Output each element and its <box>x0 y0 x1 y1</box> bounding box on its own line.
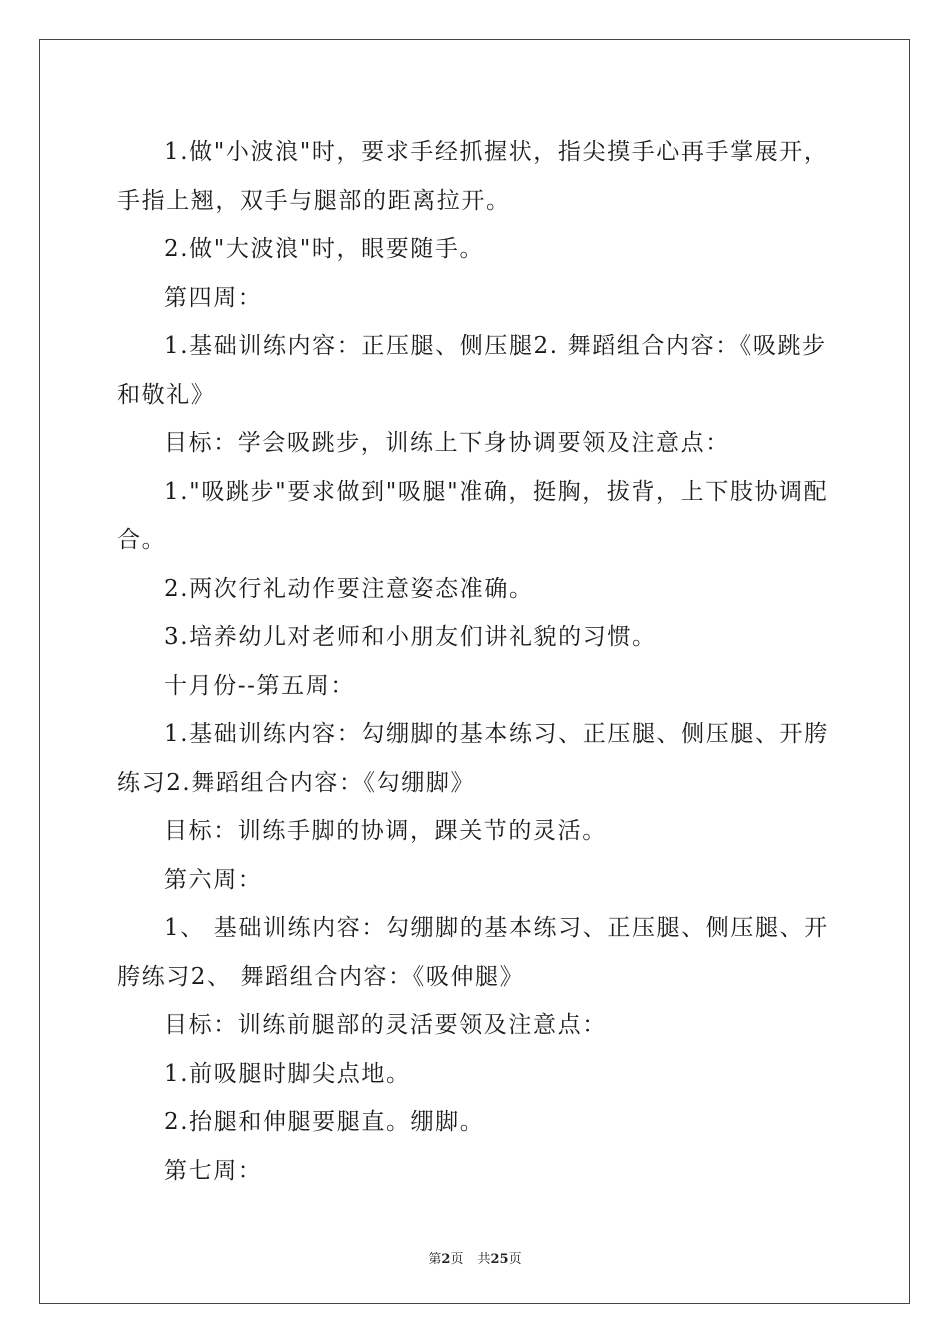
paragraph: 1.基础训练内容：勾绷脚的基本练习、正压腿、侧压腿、开胯练习2.舞蹈组合内容：《勾绷脚》 <box>117 721 829 796</box>
paragraph: 3.培养幼儿对老师和小朋友们讲礼貌的习惯。 <box>164 624 657 650</box>
paragraph: 1.前吸腿时脚尖点地。 <box>164 1060 411 1087</box>
paragraph: 2.抬腿和伸腿要腿直。绷脚。 <box>164 1109 485 1135</box>
page-number-prefix: 第 <box>428 1252 442 1267</box>
paragraph: 1.基础训练内容：正压腿、侧压腿2. 舞蹈组合内容：《吸跳步和敬礼》 <box>117 333 827 408</box>
paragraph: 目标：训练前腿部的灵活要领及注意点： <box>164 1012 607 1038</box>
paragraph: 第六周： <box>164 866 263 893</box>
paragraph: 1.做"小波浪"时，要求手经抓握状，指尖摸手心再手掌展开，手指上翘，双手与腿部的距离拉开。 <box>117 139 829 214</box>
paragraph: 目标：训练手脚的协调，踝关节的灵活。 <box>164 818 607 844</box>
paragraph: 第七周： <box>164 1157 263 1184</box>
document-body <box>117 128 837 1195</box>
paragraph: 1、 基础训练内容：勾绷脚的基本练习、正压腿、侧压腿、开胯练习2、 舞蹈组合内容：《吸伸腿》 <box>117 915 829 990</box>
paragraph: 目标：学会吸跳步，训练上下身协调要领及注意点： <box>164 430 730 456</box>
paragraph: 十月份--第五周： <box>164 672 355 699</box>
total-pages-number: 25 <box>490 1252 509 1267</box>
current-page-number: 2 <box>441 1252 451 1267</box>
paragraph: 第四周： <box>164 284 263 311</box>
paragraph: 1."吸跳步"要求做到"吸腿"准确，挺胸，拔背，上下肢协调配合。 <box>117 478 829 553</box>
total-pages-suffix: 页 <box>508 1252 522 1267</box>
total-pages-prefix: 共 <box>477 1252 491 1267</box>
page-footer <box>0 1248 950 1267</box>
page-number-suffix: 页 <box>450 1252 464 1267</box>
paragraph: 2.两次行礼动作要注意姿态准确。 <box>164 575 534 602</box>
paragraph: 2.做"大波浪"时，眼要随手。 <box>164 236 485 262</box>
